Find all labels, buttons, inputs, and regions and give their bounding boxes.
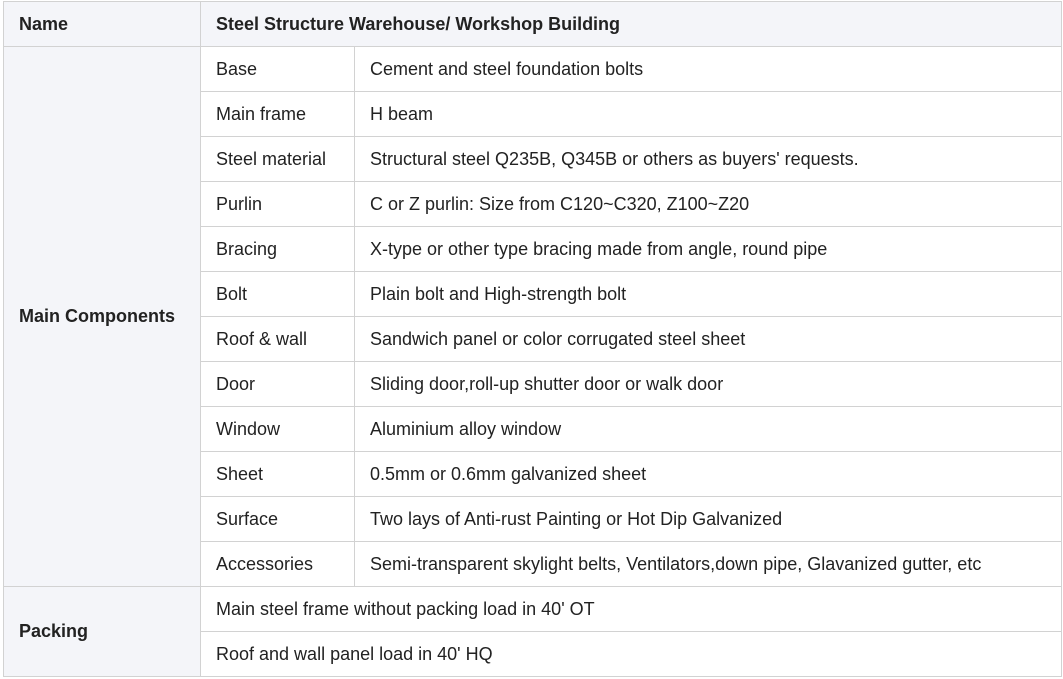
component-value: Cement and steel foundation bolts <box>355 47 1062 92</box>
component-key: Sheet <box>201 452 355 497</box>
main-components-label: Main Components <box>4 47 201 587</box>
packing-value: Main steel frame without packing load in 40' OT <box>201 587 1062 632</box>
table-row-name <box>4 2 1062 47</box>
component-key: Accessories <box>201 542 355 587</box>
component-key: Bolt <box>201 272 355 317</box>
component-value: X-type or other type bracing made from angle, round pipe <box>355 227 1062 272</box>
spec-table <box>3 1 1062 677</box>
component-key: Door <box>201 362 355 407</box>
component-value: H beam <box>355 92 1062 137</box>
component-key: Roof & wall <box>201 317 355 362</box>
component-key: Purlin <box>201 182 355 227</box>
component-key: Bracing <box>201 227 355 272</box>
component-key: Surface <box>201 497 355 542</box>
name-label: Name <box>4 2 201 47</box>
component-key: Base <box>201 47 355 92</box>
packing-value: Roof and wall panel load in 40' HQ <box>201 632 1062 677</box>
component-value: C or Z purlin: Size from C120~C320, Z100~Z20 <box>355 182 1062 227</box>
table-row <box>4 587 1062 632</box>
component-value: Semi-transparent skylight belts, Ventilators,down pipe, Glavanized gutter, etc <box>355 542 1062 587</box>
component-value: Two lays of Anti-rust Painting or Hot Dip Galvanized <box>355 497 1062 542</box>
component-key: Steel material <box>201 137 355 182</box>
table-row <box>4 47 1062 92</box>
packing-label: Packing <box>4 587 201 677</box>
component-value: Sliding door,roll-up shutter door or walk door <box>355 362 1062 407</box>
component-value: 0.5mm or 0.6mm galvanized sheet <box>355 452 1062 497</box>
component-key: Main frame <box>201 92 355 137</box>
component-key: Window <box>201 407 355 452</box>
component-value: Aluminium alloy window <box>355 407 1062 452</box>
component-value: Plain bolt and High-strength bolt <box>355 272 1062 317</box>
name-value: Steel Structure Warehouse/ Workshop Building <box>201 2 1062 47</box>
component-value: Sandwich panel or color corrugated steel sheet <box>355 317 1062 362</box>
component-value: Structural steel Q235B, Q345B or others as buyers' requests. <box>355 137 1062 182</box>
